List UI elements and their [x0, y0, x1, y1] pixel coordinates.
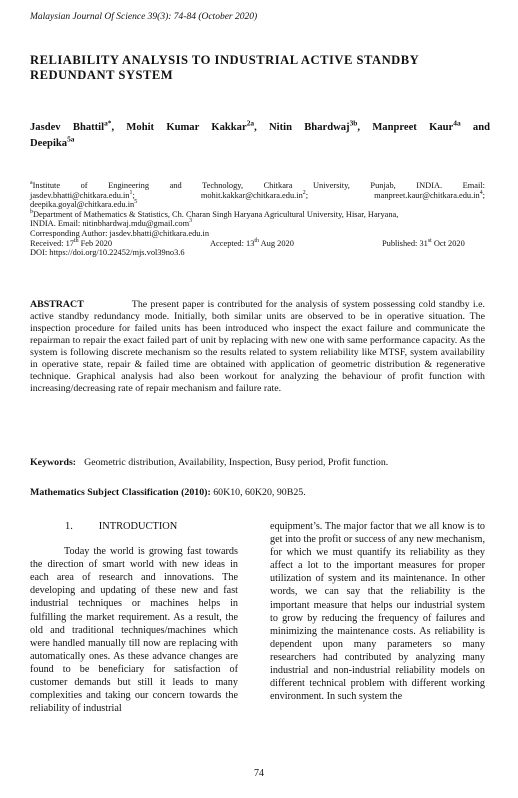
author-name: Mohit Kumar Kakkar — [126, 122, 247, 133]
author-affiliation-mark: 4a — [453, 118, 461, 128]
author-affiliation-mark: 5a — [67, 134, 75, 144]
keywords-label: Keywords: — [30, 457, 77, 468]
doi-link[interactable]: DOI: https://doi.org/10.22452/mjs.vol39no3.6 — [30, 248, 185, 258]
abstract — [30, 299, 485, 395]
author-list: Jasdev Bhattil$^{a*}$, Mohit Kumar Kakkar$^{2a}$, Nitin Bhardwaj$^{3b}$, Manpreet Kaur$^{4a}$ and — [30, 118, 491, 133]
msc-label: Mathematics Subject Classification (2010): — [30, 487, 211, 498]
msc-codes: 60K10, 60K20, 90B25. — [210, 487, 306, 498]
author-affiliation-mark: 3b — [349, 118, 358, 128]
affiliation-a-line: $^a$Institute of Engineering and Technology, Chitkara University, Punjab, INDIA. Email: — [30, 180, 485, 190]
author-list-line2 — [30, 136, 490, 152]
accepted-date: Accepted: 13th Aug 2020 — [210, 237, 294, 248]
abstract-heading: ABSTRACT — [30, 299, 84, 310]
keywords — [30, 457, 490, 468]
author-name: Deepika — [30, 138, 68, 149]
body-column-right — [270, 520, 485, 703]
author-and: and — [472, 122, 491, 133]
email-link[interactable]: $mohit.kakkar@chitkara.edu.in^2$; — [200, 189, 309, 200]
journal-header: Malaysian Journal Of Science 39(3): 74-84 (October 2020) — [30, 12, 258, 22]
dates-line — [30, 239, 485, 249]
body-column-left — [30, 520, 238, 715]
page-number: 74 — [254, 768, 264, 779]
intro-paragraph: Today the world is growing fast towards the direction of smart world with new ideas in each area of research and innovations. The developing and updating of these new and fast industrial techniques or machines helps in fulfilling the market requirement. As a result, the old and traditional techniques/machines which were handled manually till now are replacing with automatically ones. As these advance changes are found to be beneficiary for satisfaction of customer demands but still it leads to many complexities and taking our concern towards the reliability of industrial — [30, 546, 238, 715]
msc-classification — [30, 487, 490, 498]
published-date: Published: 31st Oct 2020 — [382, 237, 465, 248]
affiliation-b-email: INDIA. Email: nitinbhardwaj.mdu@gmail.com$^3$ — [30, 218, 193, 229]
intro-paragraph-continued: equipment’s. The major factor that we all know is to get into the profit or success of any new mechanism, for which we must quantify its reliability as they affect a lot to the important measures for proper utilization of system and its maintenance. In other words, we can say that the reliability is the important measure that helps our industrial system to grow by reducing the frequency of failures and minimizing the maintenance costs. As reliability is dependent upon many parameters so many researchers had contributed by analyzing many industrial and non-industrial reliability models on different technical problem with different working environment. In such system the — [270, 521, 485, 703]
corresponding-author: Corresponding Author: jasdev.bhatti@chitkara.edu.in — [30, 228, 210, 238]
section-heading: 1. INTRODUCTION — [65, 521, 178, 532]
affiliation-b-line: $^b$Department of Mathematics & Statistics, Ch. Charan Singh Haryana Agricultural University, Hisar, Haryana, — [30, 208, 399, 219]
email-link[interactable]: $jasdev.bhatti@chitkara.edu.in^1$; — [30, 189, 135, 200]
author-name: Jasdev Bhattil — [30, 122, 105, 133]
author-name: Manpreet Kaur — [372, 122, 454, 133]
keywords-text: Geometric distribution, Availability, Inspection, Busy period, Profit function. — [84, 457, 389, 468]
affiliations — [30, 181, 485, 258]
email-link[interactable]: $manpreet.kaur@chitkara.edu.in^4$; — [374, 189, 485, 200]
email-link[interactable]: $deepika.goyal@chitkara.edu.in^5$ — [30, 199, 138, 210]
email-line — [30, 191, 485, 201]
paper-title: RELIABILITY ANALYSIS TO INDUSTRIAL ACTIVE STANDBY REDUNDANT SYSTEM — [30, 53, 419, 82]
email-line — [30, 200, 485, 210]
abstract-text: The present paper is contributed for the analysis of system possessing cold standby i.e. active standby redundancy mode. Initially, both similar units are observed to be in operative situation. The inspection procedure for failed units has been introduced who inspect the exact failure and communicate the repairman to repair the exact failed part of unit by replacing with new one with same performance capacity. As the system is following discrete mechanism so the results related to system reliability like MTSF, system availability in operative state, repair & failed time are obtained with application of geometric distribution & regenerative technique. Graphical analysis had also been workout for analyzing the behaviour of profit function with increasing/decreasing rate of repair mechanism and failure rate. — [30, 299, 485, 394]
received-date: Received: 17th Feb 2020 — [30, 237, 113, 248]
author-affiliation-mark: a* — [104, 118, 112, 128]
author-affiliation-mark: 2a — [246, 118, 255, 128]
author-name: Nitin Bhardwaj — [269, 122, 350, 133]
